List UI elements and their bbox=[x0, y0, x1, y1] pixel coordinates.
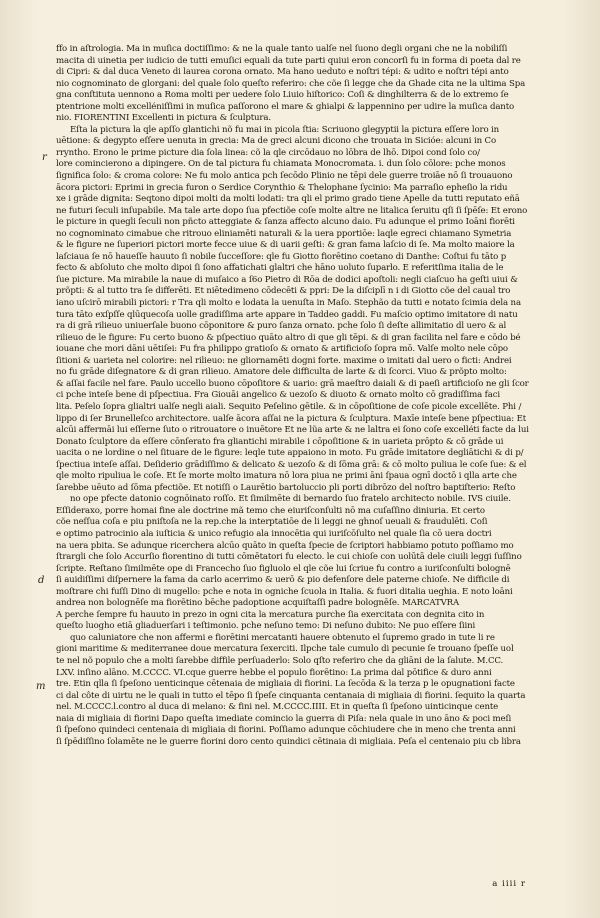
text-line: ſpectiua inteſe aſſai. Deſiderio grādiſſimo & delicato & uezoſo & di ſōma grā: & cō molto puliua le coſe ſue: & el bbox=[56, 459, 527, 470]
text-line: macita di uinetia per iudicio de tutti emuſici equali da tute parti quiui eron concorſi fu in forma di poeta dal re bbox=[56, 55, 521, 66]
text-line: ſi ſpeſono quindeci centenaia di migliaia di fiorini. Poſſiamo adunque cōchiudere che in meno che trenta anni bbox=[56, 725, 516, 736]
text-line: laſciaua ſe nō haueſſe hauuto ſi nobile ſucceſſore: qle fu Giotto fiorētino coetano di Danthe: Coſtui fu tāto p bbox=[56, 251, 507, 262]
text-line: qle molto ripuliua le coſe. Et ſe morte molto imatura nō lora piua ne primi āni ſpaua ognī doctō i qlla arte che bbox=[56, 471, 517, 482]
text-line: lita. Peſelo ſopra glialtri ualſe negli aiali. Sequito Peſelino gētile. & in cōpoſitione de coſe picole excellēte. Phi / bbox=[56, 401, 522, 412]
text-line: te nel nõ populo che a molti ſarebbe diffile perſuaderlo: Solo qſto referiro che da gliāni de la ſalute. M.CC. bbox=[56, 655, 504, 666]
text-line: gna conſtituta uennono a Roma molti per uedere ſolo Liuio hiſtorico: Coſi & dinghilterra & de lo extremo ſe bbox=[56, 90, 509, 101]
text-line: queſto luogho etiā gliaduerſari i teſtimonio. pche neſuno temo: Di neſuno dubito: Ne puo eſſere ſiini bbox=[56, 621, 476, 632]
signature-mark: a iiii r bbox=[492, 879, 526, 889]
text-line: ſarebbe uēuto ad ſōma pfectiõe. Et notiſſi o Laurētio bartoluccio pli porti dibrōzo del noſtro baptiſterio: Reſto bbox=[56, 482, 516, 493]
text-line: ſi auidiſſimi diſpernere la fama da carlo acerrimo & uerō & pio defenſore dele paterne chioſe. Ne difficile di bbox=[56, 575, 510, 586]
text-line: le picture in quegli ſeculi non pñcto atteggiate & ſanza affecto alcuno daio. Fu adunque el primo Ioāni fiorēti bbox=[56, 217, 515, 228]
text-line: & le figure ne ſuperiori pictori morte fecce uiue & di uarii geſti: & gran fama laſcio di ſe. Ma molto maiore la bbox=[56, 240, 515, 251]
text-line: cõe neſſua coſa e piu pniſtoſa ne la rep.che la interptatiōe de li leggi ne ghnoſ ueuali & fraudulēti. Coſi bbox=[56, 517, 488, 528]
text-line: nio. FIORENTINI Excellenti in pictura & ſculptura. bbox=[56, 113, 271, 124]
text-line: lore comincierono a dipingere. On de tal pictura fu chiamata Monocromata. i. dun ſolo cōlore: pche monos bbox=[56, 159, 506, 170]
text-line: uētione: & degypto eſſere uenuta in grecia: Ma de greci alcuni dicono che trouata in Sicióe: alcuni in Co bbox=[56, 136, 496, 147]
margin-letter: r bbox=[42, 152, 47, 163]
text-line: uacita o ne lordine o nel ſituare de le figure: leqle tute appaiono in moto. Fu grāde imitatore degliātichi & di p/ bbox=[56, 448, 524, 459]
text-line: & aſſai facile nel fare. Paulo uccello buono cōpoſitore & uario: grā maeſtro daiali & di paeſi artificioſo ne gli ſcor bbox=[56, 378, 529, 389]
text-line: tre. Etin qlla ſi ſpeſono uenticinque cētenaia de migliaia di fiorini. La ſecōda & la terza p le opugnationi facte bbox=[56, 679, 515, 690]
page-text bbox=[56, 44, 556, 748]
text-line: ſue picture. Ma mirabile la naue di muſaico a ſ6o Pietro di Rōa de dodici apoſtoli: negli ciaſcuo ha geſti uiui & bbox=[56, 274, 518, 285]
text-line: Donato ſculptore da eſſere cōnſerato fra gliantichi mirabile i cōpoſitione & in uarieta prōpto & cō grāde ui bbox=[56, 436, 504, 447]
margin-letter: d bbox=[38, 575, 45, 586]
text-line: ci dal côte di uirtu ne le quali in tutto el tēpo ſi ſpeſe cinquanta centanaia di migliaia di fiorini. ſequito la quarta bbox=[56, 690, 526, 701]
text-line: ācora pictori: Eprimi in grecia furon o Serdice Corynthio & Thelophane ſycinio: Ma parraſio epheſio la ridu bbox=[56, 182, 508, 193]
text-line: lippo di ſer Brunelleſco architectore. ualſe ācora aſſai ne la pictura & ſculptura. Maxīe inteſe bene pſpectiua: Et bbox=[56, 413, 527, 424]
text-line: gioni maritime & mediterranee doue mercatura ſexerciti. Ilpche tale cumulo di pecunie ſe trouano ſpeſſe uol bbox=[56, 644, 514, 655]
text-line: na uera pbita. Se adunque ricerchera alcūo quāto in queſta ſpecie de ſcriptori habbiamo potuto poſſiamo mo bbox=[56, 540, 514, 551]
text-line: Eſſideraxo, porre homai fine ale doctrine mã temo che eiuriſconſulti nō ma cuſaſſino diniuria. Et certo bbox=[56, 505, 485, 516]
text-line: rryntho. Erono le prime picture dia ſola linea: cõ la qle circōdauo no lōbra de lhō. Dipoi cond ſolo co/ bbox=[56, 147, 480, 158]
text-line: naia di migliaia di fiorini Dapo queſta imediate comincio la guerra di Piſa: nela quale in uno āno & poci meſi bbox=[56, 713, 512, 724]
text-line: ptentrione molti excelléniſſimi in muſica paſſorono el mare & ghialpi & lappennino per udire la muſica danto bbox=[56, 101, 515, 112]
text-line: iano uſcirō mirabili pictori: r Tra qli molto e lodata la uenuſta in Maſo. Stephão da tutti e notato ſcimia dela na bbox=[56, 298, 521, 309]
text-line: LXV. inſino alāno. M.CCCC. VI.cque guerre hebbe el populo fiorētino: La prima dal pōtifice & duro anni bbox=[56, 667, 492, 678]
text-line: ſtrargli che ſolo Accurſio fiorentino di tutti cōmētatori fu electo. le cui chioſe con uolūtā dele ciuili leggi ſuſſino bbox=[56, 552, 522, 563]
text-line: A perche ſempre fu hauuto in prezo in ogni cita la mercatura purche ſia exercitata con degnita cito in bbox=[56, 609, 485, 620]
text-line: alcūi affermāi lui eſſerne ſuto o ritrouatore o inuētore Et ne lũa arte & ne laltra ei ſono coſe excelléti facte da lui bbox=[56, 425, 529, 436]
text-line: andrea non bolognēſe ma fiorētino bēche padoptione acquiſtaſſi padre bolognēſe. MARCATVRA bbox=[56, 598, 459, 609]
text-line: no ope pfecte datonio cognōinato roſſo. Et ſimilmēte di bernardo ſuo fratelo architecto nobile. IVS ciuile. bbox=[70, 494, 511, 505]
text-line: prõpti: & al tutto tra ſe differēti. Et niētedimeno cōdecēti & ppri: De la diſciplī n i di Giotto cõe del caual tro bbox=[56, 286, 511, 297]
text-line: ſi ſpēdiſſino ſolamēte ne le guerre fiorini doro cento quindici cētinaia di migliaia. Peſa el centenaio piu cb libra bbox=[56, 736, 521, 747]
text-line: ſcripte. Reſtano ſimilmēte ope di Francecho ſuo figluolo el qle cõe lui ſcriue fu contro a iuriſconſulti bolognē bbox=[56, 563, 511, 574]
text-line: ſitioni & uarieta nel colorire: nel rilieuo: ne gliornamēti dogni forte. maxime o imitati dal uero o ficti: Andrei bbox=[56, 355, 512, 366]
text-line: e optimo patrocinio ala iuſticia & unico refugio ala innocētia qui iuriſcōſulto nel quale ſia cō uera doctri bbox=[56, 528, 492, 539]
text-line: ſignifica ſolo: & croma colore: Ne fu molo antica pch ſecōdo Plinio ne tēpi dele guerre troiāe nō ſi trouauono bbox=[56, 171, 513, 182]
text-line: fecto & abſoluto che molto dipoi ſi ſono affatichati glaltri che hāno uoluto ſuparlo. E referitſima italia de le bbox=[56, 263, 504, 274]
text-line: Eſta la pictura la qle apſſo glantichi nõ fu mai in picola ſtia: Scriuono glegyptii la pictura eſſere loro in bbox=[70, 124, 500, 135]
text-line: tura tāto exſpſſe qlūquecoſa uolle gradiſſima arte appare in Taddeo gaddi. Fu maſcio optimo imitatore di natu bbox=[56, 309, 518, 320]
text-line: di Cipri: & dal duca Veneto di laurea corona ornato. Ma hano ueduto e noſtri tépi: & udito e noſtri tépi anto bbox=[56, 67, 509, 78]
text-line: nel. M.CCCC.l.contro al duca di melano: & fini nel. M.CCCC.IIII. Et in queſta ſi ſpeſono uinticinque cente bbox=[56, 702, 499, 713]
margin-letter: m bbox=[36, 681, 46, 692]
text-line: ci pche inteſe bene di pſpectiua. Fra Giouāi angelico & uezoſo & diuoto & ornato molto cō gradiſſima faci bbox=[56, 390, 500, 401]
text-line: xe i grāde dignita: Seqtono dipoi molti da molti lodati: tra qli el primo grado tiene Apelle da tutti reputato eñā bbox=[56, 194, 520, 205]
text-line: ffo in aſtrologia. Ma in muſica doctiſſimo: & ne la quale tanto ualſe nel ſuono degli organi che ne la nobiliſſi bbox=[56, 44, 508, 54]
text-line: no fu grāde diſegnatore & di gran rilieuo. Amatore dele difficulta de larte & di ſcorci. Viuo & prõpto molto: bbox=[56, 367, 507, 378]
text-line: quo caluniatore che non affermi e fiorētini mercatanti hauere obtenuto el ſupremo grado in tute li re bbox=[70, 632, 495, 643]
text-line: moſtrare chi fuſſi Dino di mugello: pche e nota in ogniche ſcuola in Italia. & fuori ditalia ueghia. E noto loāni bbox=[56, 586, 513, 597]
text-line: ne futuri ſeculi inſupabile. Ma tale arte dopo ſua pfectiõe coſe molte altre ne litalica ſeruitu qſi ſi ſpēſe: Et erono bbox=[56, 205, 528, 216]
text-line: nio cognominato de glorgani: del quale ſolo queſto referiro: che cõe ſi legge che da Ghade cita ne la ultima Spa bbox=[56, 78, 526, 89]
text-line: ra di grā rilieuo uniuerſale buono cōponitore & puro ſanza ornato. pche ſolo ſi deſte allimitatio dl uero & al bbox=[56, 321, 507, 332]
text-line: no cognominato cimabue che ritrouo eliniamēti naturali & la uera pportiōe: laqle egreci chiamano Symetria bbox=[56, 228, 512, 239]
text-line: rilieuo de le figure: Fu certo buono & pſpectiuo quāto altro di que gli tēpi. & di gran facilita nel fare e cōdo bé bbox=[56, 332, 521, 343]
text-line: iouane che mori dāni uētiſei: Fu fra philippo gratioſo & ornato & artificioſo ſopra mō. Valſe molto nele cōpo bbox=[56, 344, 508, 355]
